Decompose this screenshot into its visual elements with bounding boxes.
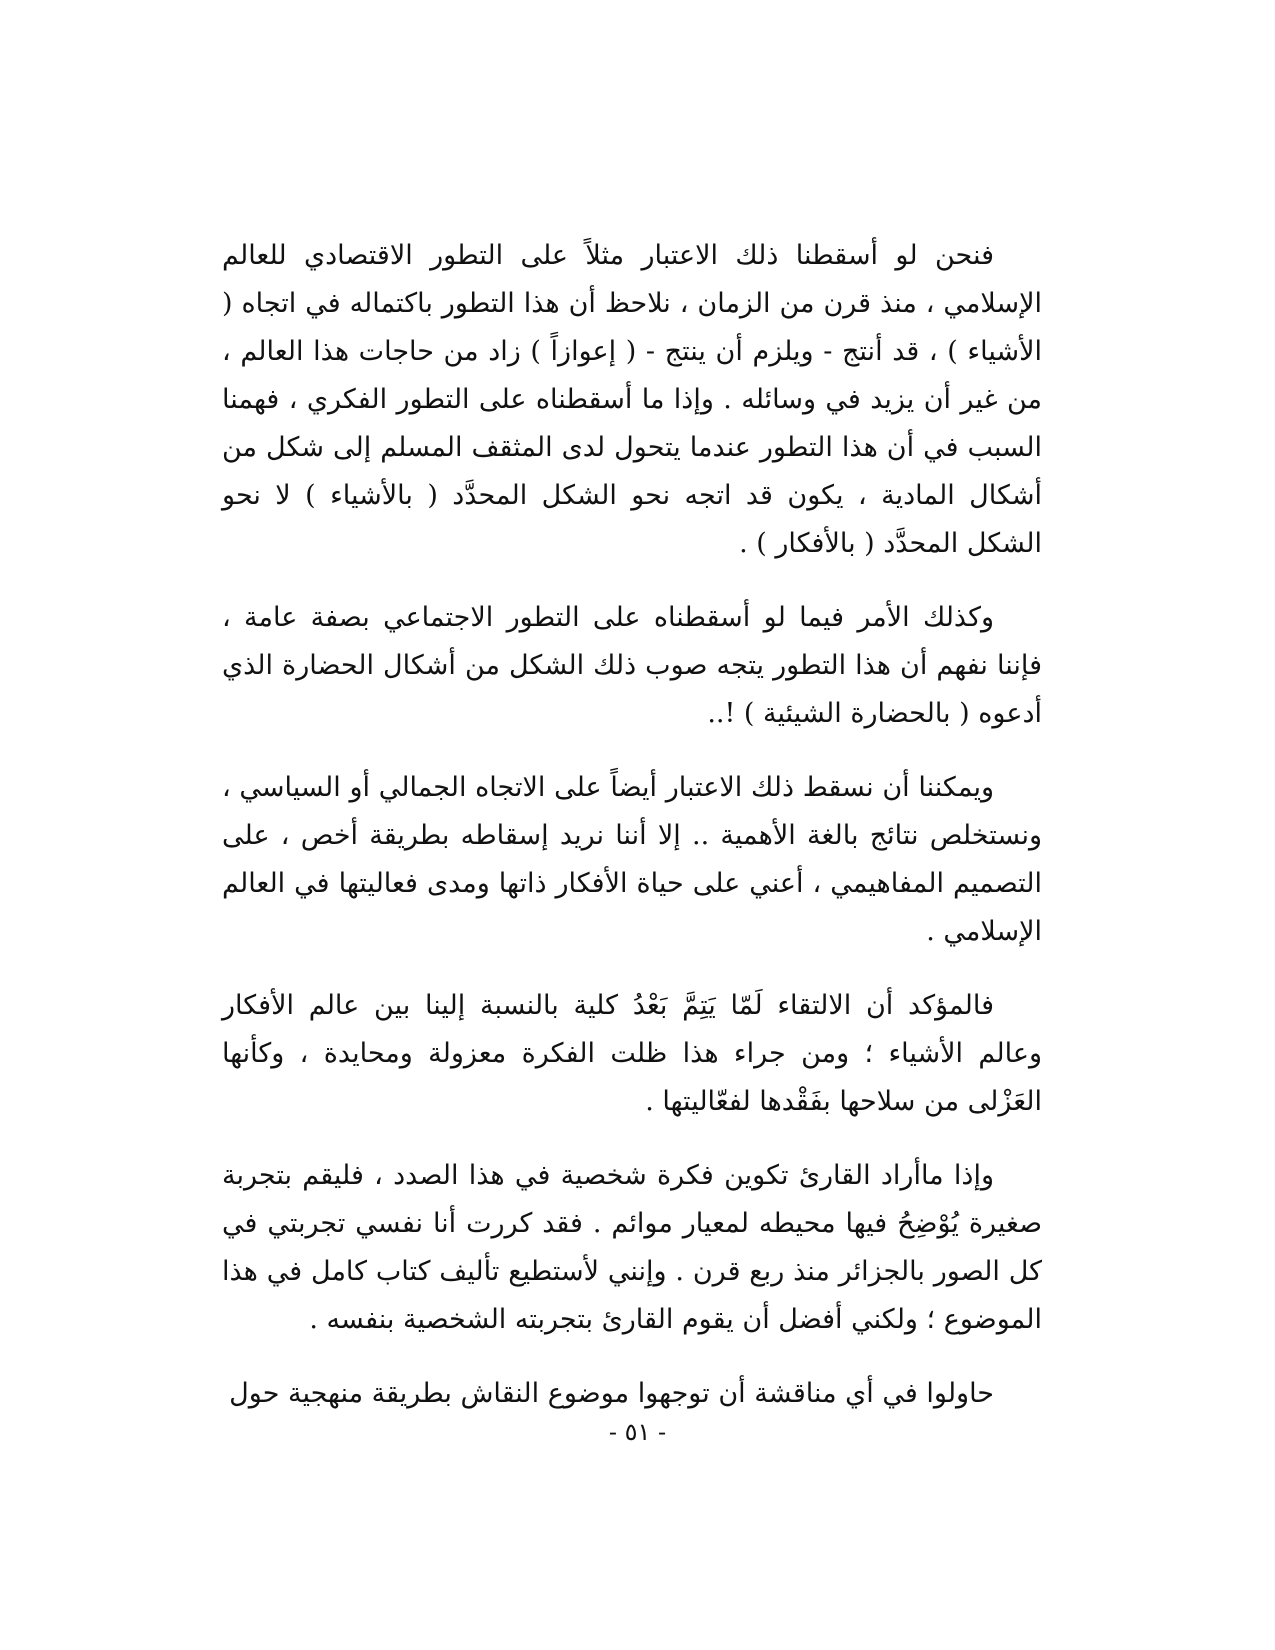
paragraph-3: ويمكننا أن نسقط ذلك الاعتبار أيضاً على الاتجاه الجمالي أو السياسي ، ونستخلص نتائج بالغة الأهمية .. إلا أننا نريد إسقاطه بطريقة أخص ، على التصميم المفاهيمي ، أعني على حياة الأفكار ذاتها ومدى فعاليتها في العالم الإسلامي . bbox=[222, 772, 1042, 947]
paragraph-1: فنحن لو أسقطنا ذلك الاعتبار مثلاً على التطور الاقتصادي للعالم الإسلامي ، منذ قرن من الزمان ، نلاحظ أن هذا التطور باكتماله في اتجاه ( الأشياء ) ، قد أنتج - ويلزم أن ينتج - ( إعوازاً ) زاد من حاجات هذا العالم ، من غير أن يزيد في وسائله . وإذا ما أسقطناه على التطور الفكري ، فهمنا السبب في أن هذا التطور عندما يتحول لدى المثقف المسلم إلى شكل من أشكال المادية ، يكون قد اتجه نحو الشكل المحدَّد ( بالأشياء ) لا نحو الشكل المحدَّد ( بالأفكار ) . bbox=[222, 240, 1042, 559]
paragraph-5: وإذا ماأراد القارئ تكوين فكرة شخصية في هذا الصدد ، فليقم بتجربة صغيرة يُوْضِحُ فيها محيطه لمعيار موائم . فقد كررت أنا نفسي تجربتي في كل الصور بالجزائر منذ ربع قرن . وإنني لأستطيع تأليف كتاب كامل في هذا الموضوع ؛ ولكني أفضل أن يقوم القارئ بتجربته الشخصية بنفسه . bbox=[222, 1160, 1042, 1335]
paragraph-2: وكذلك الأمر فيما لو أسقطناه على التطور الاجتماعي بصفة عامة ، فإننا نفهم أن هذا التطور يتجه صوب ذلك الشكل من أشكال الحضارة الذي أدعوه ( بالحضارة الشيئية ) !.. bbox=[222, 602, 1042, 729]
body-text bbox=[222, 232, 1042, 1418]
paragraph-6: حاولوا في أي مناقشة أن توجهوا موضوع النقاش بطريقة منهجية حول bbox=[229, 1378, 994, 1409]
page-number: - ٥١ - bbox=[608, 1418, 667, 1446]
paragraph-4: فالمؤكد أن الالتقاء لَمّا يَتِمَّ بَعْدُ كلية بالنسبة إلينا بين عالم الأفكار وعالم الأشياء ؛ ومن جراء هذا ظلت الفكرة معزولة ومحايدة ، وكأنها العَزْلى من سلاحها بفَقْدها لفعّاليتها . bbox=[222, 990, 1042, 1117]
